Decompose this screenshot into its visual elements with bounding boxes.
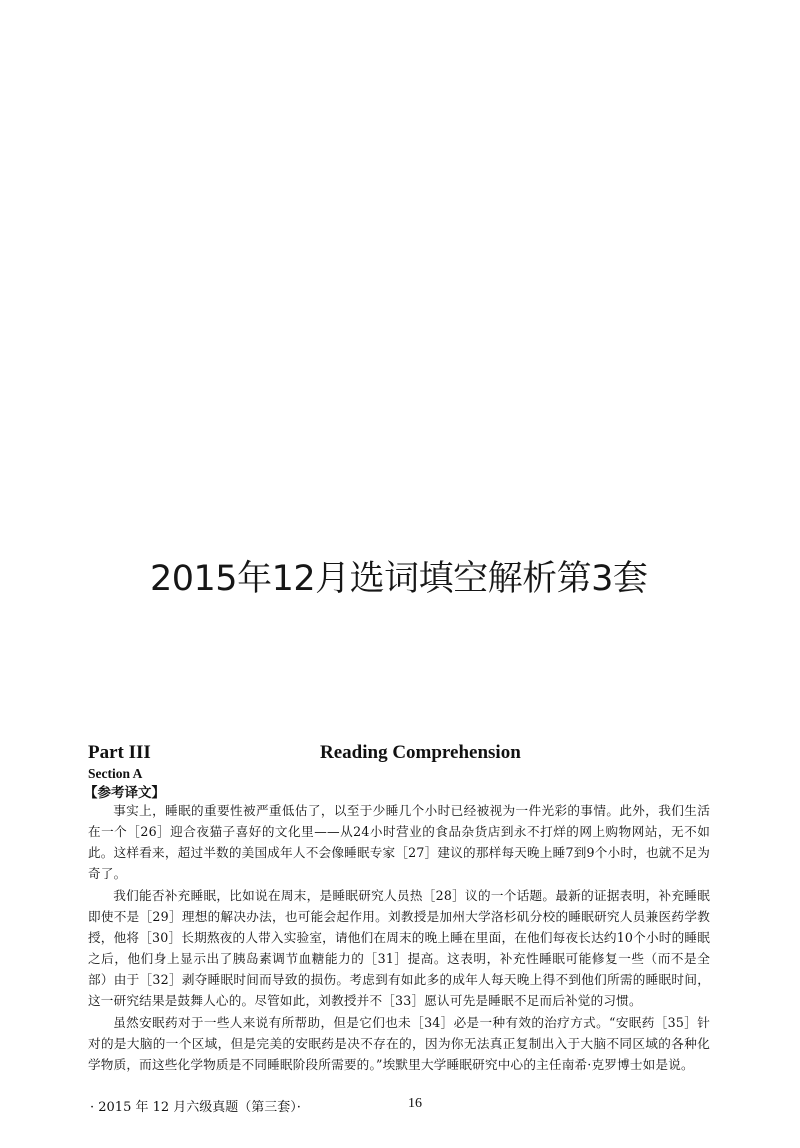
part-header (88, 742, 728, 766)
page-title: 2015年12月选词填空解析第3套 (150, 559, 648, 599)
translation-body (88, 800, 710, 1076)
section-label: Section A (88, 766, 143, 781)
part-heading: Reading Comprehension (320, 742, 521, 763)
page-footer (90, 1096, 490, 1116)
page-number: 16 (408, 1096, 422, 1111)
footer-source: · 2015 年 12 月六级真题（第三套）· (90, 1100, 301, 1115)
paragraph-2: 我们能否补充睡眠，比如说在周末，是睡眠研究人员热［28］议的一个话题。最新的证据表明，补充睡眠即使不是［29］理想的解决办法，也可能会起作用。刘教授是加州大学洛杉矶分校的睡眠研究人员兼医药学教授，他将［30］长期熬夜的人带入实验室，请他们在周末的晚上睡在里面，在他们每夜长达约10个小时的睡眠之后，他们身上显示出了胰岛素调节血糖能力的［31］提高。这表明，补充性睡眠可能修复一些（而不是全部）由于［32］剥夺睡眠时间而导致的损伤。考虑到有如此多的成年人每天晚上得不到他们所需的睡眠时间，这一研究结果是鼓舞人心的。尽管如此，刘教授并不［33］愿认可先是睡眠不足而后补觉的习惯。 (88, 888, 710, 1008)
paragraph-1: 事实上，睡眠的重要性被严重低估了，以至于少睡几个小时已经被视为一件光彩的事情。此外，我们生活在一个［26］迎合夜猫子喜好的文化里——从24小时营业的食品杂货店到永不打烊的网上购物网站，无不如此。这样看来，超过半数的美国成年人不会像睡眠专家［27］建议的那样每天晚上睡7到9个小时，也就不足为奇了。 (88, 803, 710, 881)
reference-translation-heading: 【参考译文】 (84, 785, 165, 801)
part-label: Part III (88, 742, 151, 763)
paragraph-3: 虽然安眠药对于一些人来说有所帮助，但是它们也未［34］必是一种有效的治疗方式。“安眠药［35］针对的是大脑的一个区域，但是完美的安眠药是决不存在的，因为你无法真正复制出入于大脑不同区域的各种化学物质，而这些化学物质是不同睡眠阶段所需要的。”埃默里大学睡眠研究中心的主任南希·克罗博士如是说。 (88, 1015, 710, 1072)
